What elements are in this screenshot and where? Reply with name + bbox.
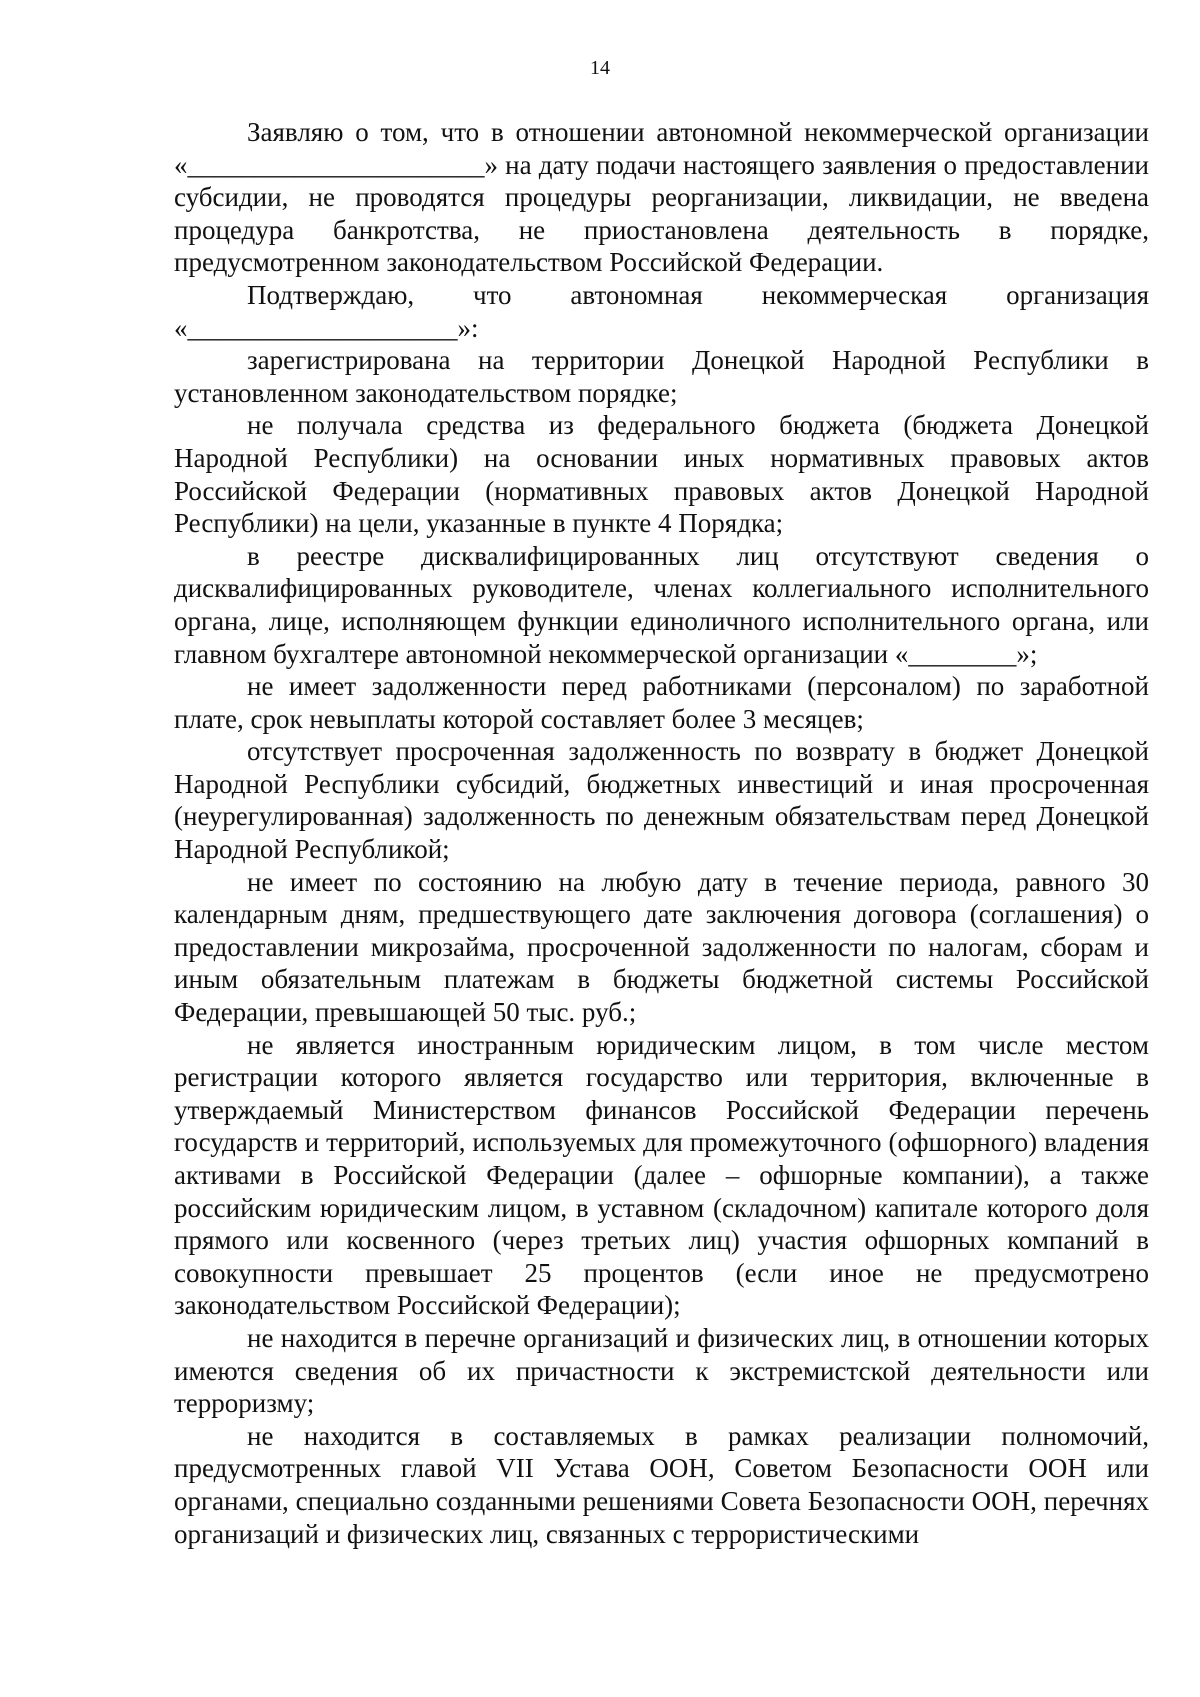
paragraph-not-foreign-entity: не является иностранным юридическим лицом, в том числе местом регистрации которого является государство или территория, включенные в утверждаемый Министерством финансов Российской Федерации перечень государств и территорий, используемых для промежуточного (офшорного) владения активами в Российской Федерации (далее – офшорные компании), а также российским юридическим лицом, в уставном (складочном) капитале которого доля прямого или косвенного (через третьих лиц) участия офшорных компаний в совокупности превышает 25 процентов (если иное не предусмотрено законодательством Российской Федерации);: [174, 1029, 1149, 1321]
page-number: 14: [590, 57, 610, 79]
paragraph-no-overdue-budget-debt: отсутствует просроченная задолженность по возврату в бюджет Донецкой Народной Республики субсидий, бюджетных инвестиций и иная просроченная (неурегулированная) задолженность по денежным обязательствам перед Донецкой Народной Республикой;: [174, 736, 1149, 865]
paragraph-not-extremist-list: не находится в перечне организаций и физических лиц, в отношении которых имеются сведения об их причастности к экстремистской деятельности или терроризму;: [174, 1322, 1149, 1419]
paragraph-statement-no-reorganization: Заявляю о том, что в отношении автономной некоммерческой организации «______________________» на дату подачи настоящего заявления о предоставлении субсидии, не проводятся процедуры реорганизации, ликвидации, не введена процедура банкротства, не приостановлена деятельность в порядке, предусмотренном законодательством Российской Федерации.: [174, 117, 1149, 278]
paragraph-no-federal-funds: не получала средства из федерального бюджета (бюджета Донецкой Народной Республики) на основании иных нормативных правовых актов Российской Федерации (нормативных правовых актов Донецкой Народной Республики) на цели, указанные в пункте 4 Порядка;: [174, 410, 1149, 539]
paragraph-confirmation-intro: Подтверждаю, что автономная некоммерческая организация «____________________»:: [174, 279, 1149, 343]
paragraph-registered: зарегистрирована на территории Донецкой Народной Республики в установленном законодательством порядке;: [174, 345, 1149, 408]
paragraph-no-tax-debt: не имеет по состоянию на любую дату в течение периода, равного 30 календарным дням, предшествующего дате заключения договора (соглашения) о предоставлении микрозайма, просроченной задолженности по налогам, сборам и иным обязательным платежам в бюджеты бюджетной системы Российской Федерации, превышающей 50 тыс. руб.;: [174, 866, 1149, 1028]
paragraph-disqualified-registry: в реестре дисквалифицированных лиц отсутствуют сведения о дисквалифицированных руководителе, членах коллегиального исполнительного органа, лице, исполняющем функции единоличного исполнительного органа, или главном бухгалтере автономной некоммерческой организации «________»;: [174, 540, 1149, 669]
paragraph-no-wage-debt: не имеет задолженности перед работниками (персоналом) по заработной плате, срок невыплаты которой составляет более 3 месяцев;: [174, 671, 1149, 734]
paragraph-not-un-list: не находится в составляемых в рамках реализации полномочий, предусмотренных главой VII Устава ООН, Советом Безопасности ООН или органами, специально созданными решениями Совета Безопасности ООН, перечнях организаций и физических лиц, связанных с террористическими: [174, 1420, 1149, 1549]
document-body: [174, 116, 1149, 1550]
